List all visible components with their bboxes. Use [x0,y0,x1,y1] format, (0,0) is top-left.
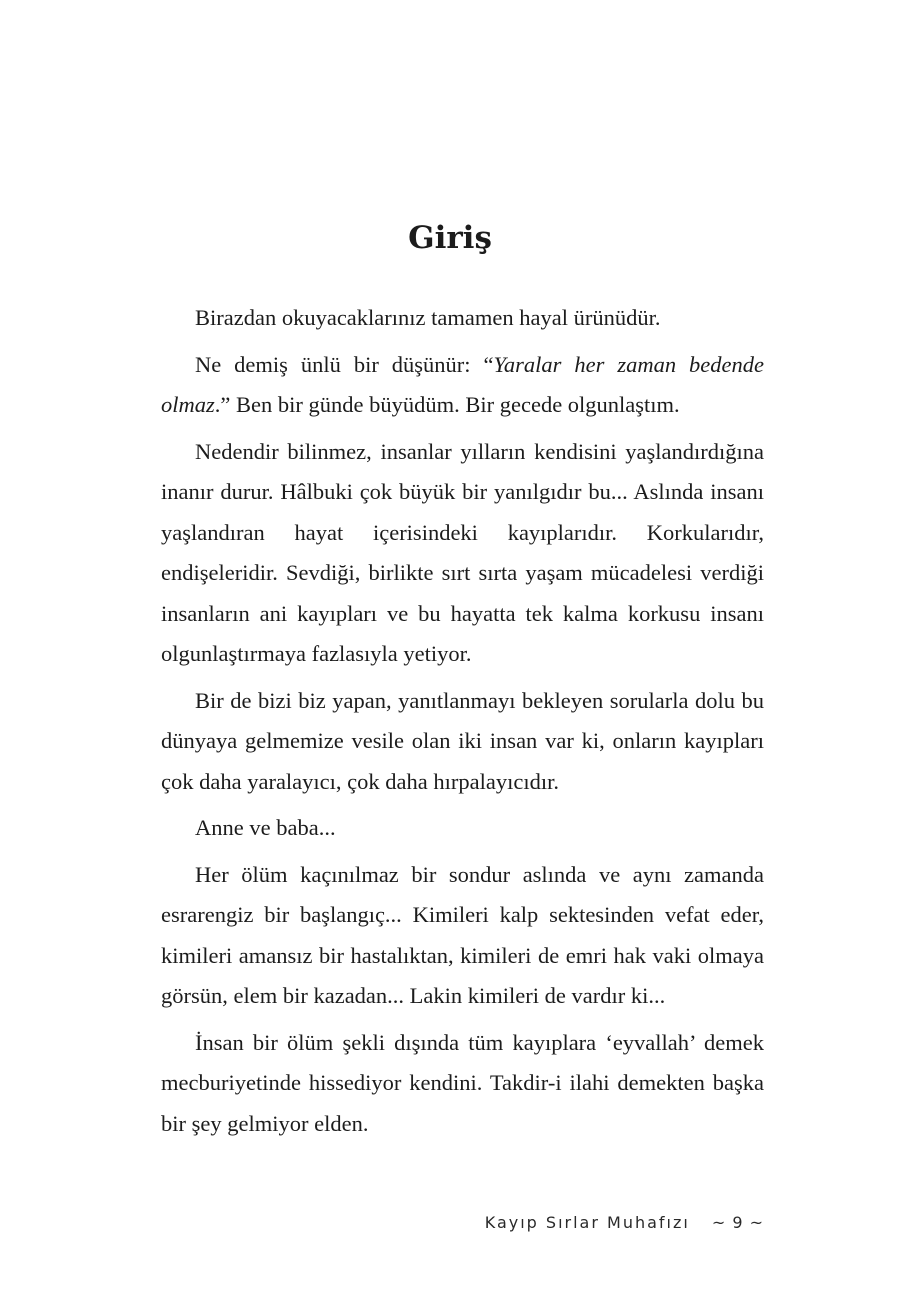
paragraph: Her ölüm kaçınılmaz bir sondur aslında ve aynı zamanda esrarengiz bir başlangıç... Kimileri kalp sektesinden vefat eder, kimileri amansız bir hastalıktan, kimileri de emri hak vaki olmaya görsün, elem bir kazadan... Lakin kimileri de vardır ki... [161,861,764,1008]
paragraph: Birazdan okuyacaklarınız tamamen hayal ürünüdür. [195,305,661,330]
running-title: Kayıp Sırlar Muhafızı [484,1213,690,1232]
paragraph: İnsan bir ölüm şekli dışında tüm kayıplara ‘eyvallah’ demek mecburiyetinde hissediyor kendini. Takdir-i ilahi demekten başka bir şey gelmiyor elden. [161,1029,764,1136]
paragraph: Anne ve baba... [195,815,336,840]
page-number: ~ 9 ~ [711,1213,764,1232]
page-footer [485,1213,764,1232]
paragraph: Nedendir bilinmez, insanlar yılların kendisini yaşlandırdığına inanır durur. Hâlbuki çok büyük bir yanılgıdır bu... Aslında insanı yaşlandıran hayat içerisindeki kayıplarıdır. Korkularıdır, endişeleridir. Sevdiği, birlikte sırt sırta yaşam mücadelesi verdiği insanların ani kayıpları ve bu hayatta tek kalma korkusu insanı olgunlaştırmaya fazlasıyla yetiyor. [161,438,764,666]
paragraph: Bir de bizi biz yapan, yanıtlanmayı bekleyen sorularla dolu bu dünyaya gelmemize vesile olan iki insan var ki, onların kayıpları çok daha yaralayıcı, çok daha hırpalayıcıdır. [161,687,764,794]
paragraph: Ne demiş ünlü bir düşünür: “Yaralar her zaman bedende olmaz.” Ben bir günde büyüdüm. Bir gecede olgunlaştım. [161,351,764,417]
body-text [161,298,764,1150]
quote-italic: Yaralar her zaman bedende olmaz [161,351,764,417]
chapter-title: Giriş [408,220,492,256]
